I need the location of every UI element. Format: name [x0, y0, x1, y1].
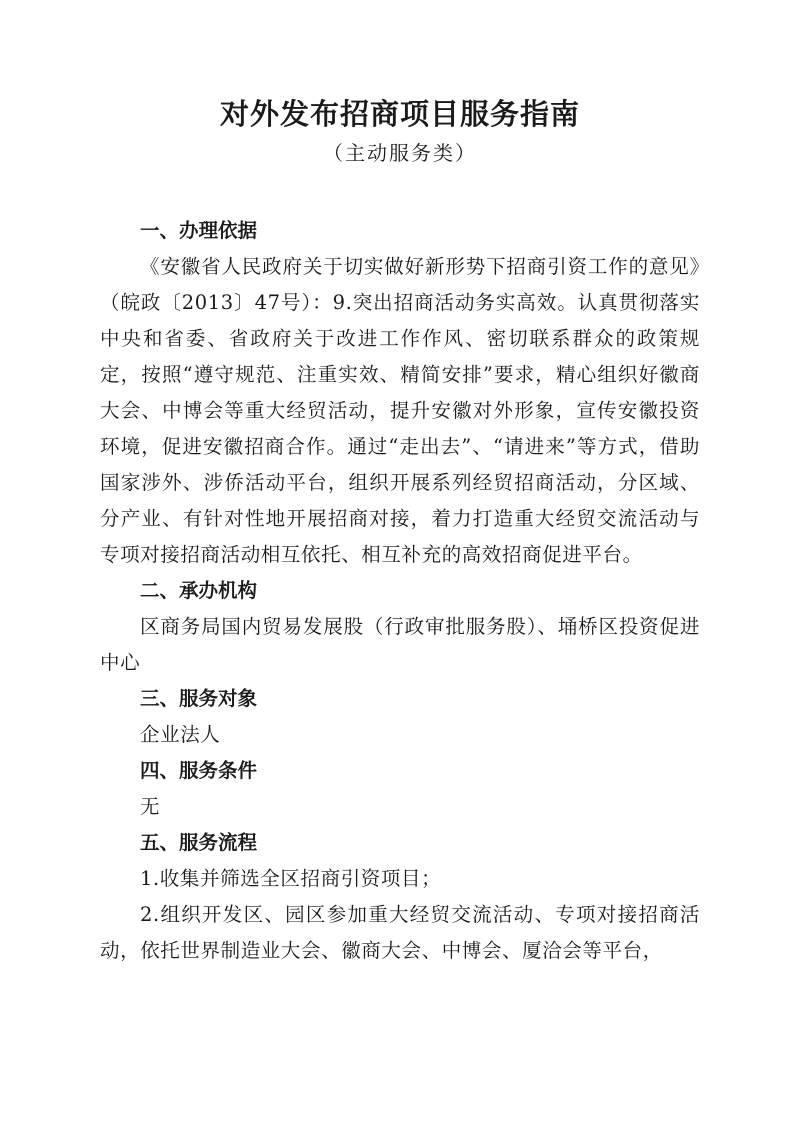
paragraph: 《安徽省人民政府关于切实做好新形势下招商引资工作的意见》（皖政〔2013〕47号）：9.突出招商活动务实高效。认真贯彻落实中央和省委、省政府关于改进工作作风、密切联系群众的政策规定，按照“遵守规范、注重实效、精简安排”要求，精心组织好徽商大会、中博会等重大经贸活动，提升安徽对外形象，宣传安徽投资环境，促进安徽招商合作。通过“走出去”、“请进来”等方式，借助国家涉外、涉侨活动平台，组织开展系列经贸招商活动，分区域、分产业、有针对性地开展招商对接，着力打造重大经贸交流活动与专项对接招商活动相互依托、相互补充的高效招商促进平台。 [100, 255, 700, 566]
section-conditions [100, 753, 700, 825]
paragraph: 无 [140, 795, 161, 818]
paragraph: 企业法人 [140, 723, 221, 746]
section-heading: 一、办理依据 [140, 219, 258, 242]
section-heading: 四、服务条件 [140, 759, 258, 782]
section-process [100, 825, 700, 969]
document-page [100, 94, 700, 969]
document-subtitle: （主动服务类） [323, 141, 477, 165]
section-heading: 二、承办机构 [140, 579, 258, 602]
sections [100, 213, 700, 969]
section-heading: 五、服务流程 [140, 831, 258, 854]
paragraph: 2.组织开发区、园区参加重大经贸交流活动、专项对接招商活动，依托世界制造业大会、徽商大会、中博会、厦洽会等平台， [100, 903, 700, 962]
document-title: 对外发布招商项目服务指南 [219, 97, 580, 131]
section-basis [100, 213, 700, 573]
section-heading: 三、服务对象 [140, 687, 258, 710]
section-organizer [100, 573, 700, 681]
paragraph: 区商务局国内贸易发展股（行政审批服务股）、埇桥区投资促进中心 [100, 615, 700, 674]
paragraph: 1.收集并筛选全区招商引资项目； [140, 867, 442, 890]
section-target [100, 681, 700, 753]
